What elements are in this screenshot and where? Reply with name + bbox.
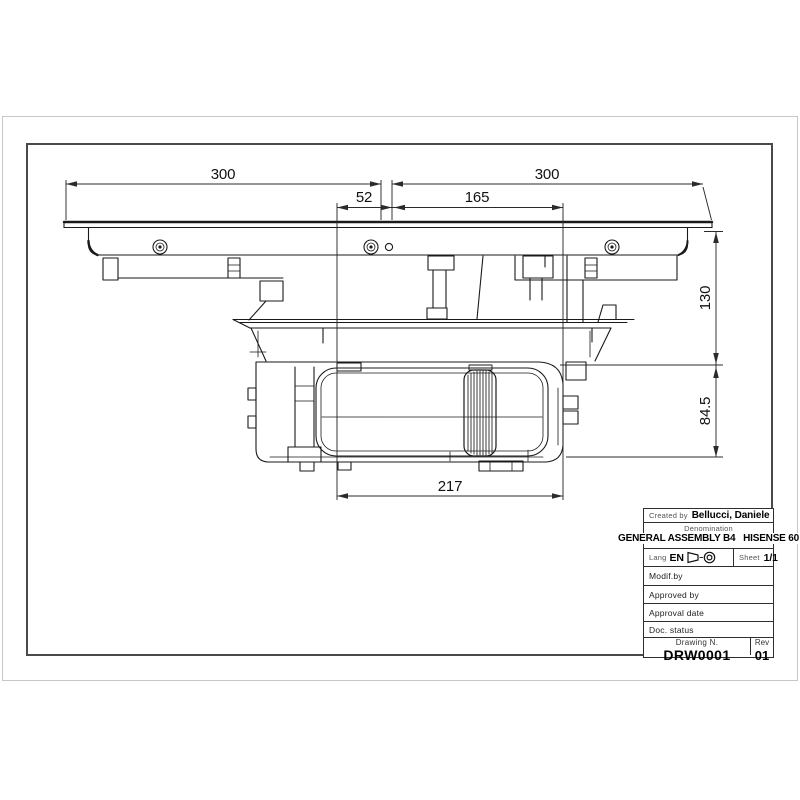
doc-status-row: Doc. status bbox=[644, 621, 773, 637]
sheet-value: 1/1 bbox=[763, 551, 778, 564]
fan-grille bbox=[464, 365, 496, 456]
lang-value: EN bbox=[669, 551, 684, 564]
dim-165: 165 bbox=[464, 189, 490, 206]
cooktop-glass bbox=[64, 222, 712, 228]
sheet-label: Sheet bbox=[739, 553, 760, 562]
lang-label: Lang bbox=[649, 553, 667, 562]
plenum bbox=[250, 328, 611, 361]
vent-hole bbox=[385, 243, 392, 250]
denomination-row bbox=[618, 522, 799, 548]
mounting-rail-right bbox=[515, 256, 677, 280]
created-by-label: Created by bbox=[649, 511, 688, 520]
sheet-cell bbox=[734, 549, 778, 566]
dim-84-5: 84.5 bbox=[697, 396, 714, 426]
screw-center bbox=[364, 240, 378, 254]
modified-by-row: Modif.by bbox=[644, 566, 773, 585]
revision-cell bbox=[751, 638, 773, 663]
lang-cell bbox=[644, 549, 734, 566]
dim-130: 130 bbox=[697, 285, 714, 311]
drawing-number-row bbox=[644, 637, 773, 663]
revision-label: Rev bbox=[754, 638, 770, 647]
screw-left bbox=[153, 240, 167, 254]
dim-217: 217 bbox=[437, 478, 463, 495]
center-hangers bbox=[249, 256, 583, 322]
title-block bbox=[618, 508, 799, 663]
motor-mount-tabs bbox=[563, 362, 586, 424]
mounting-flange bbox=[233, 305, 634, 343]
lang-sheet-row bbox=[644, 548, 778, 566]
drawing-number-label: Drawing N. bbox=[675, 638, 719, 647]
drawing-number-value: DRW0001 bbox=[663, 647, 731, 663]
screw-right bbox=[605, 240, 619, 254]
drawing-number-cell bbox=[644, 638, 751, 663]
denomination-label: Denomination bbox=[684, 524, 733, 533]
created-by-row bbox=[644, 509, 773, 522]
approval-date-row: Approval date bbox=[644, 603, 773, 621]
dim-300-right: 300 bbox=[534, 166, 560, 183]
approved-by-row: Approved by bbox=[644, 585, 773, 603]
revision-value: 01 bbox=[754, 648, 770, 663]
created-by-value: Bellucci, Daniele bbox=[691, 510, 770, 521]
dim-52: 52 bbox=[355, 189, 373, 206]
dim-300-left: 300 bbox=[210, 166, 236, 183]
mounting-rail-left bbox=[103, 258, 283, 280]
first-angle-projection-icon bbox=[687, 551, 717, 564]
dimension-labels bbox=[211, 166, 714, 495]
denomination-value: GENERAL ASSEMBLY B4 HISENSE 60 bbox=[615, 533, 800, 544]
